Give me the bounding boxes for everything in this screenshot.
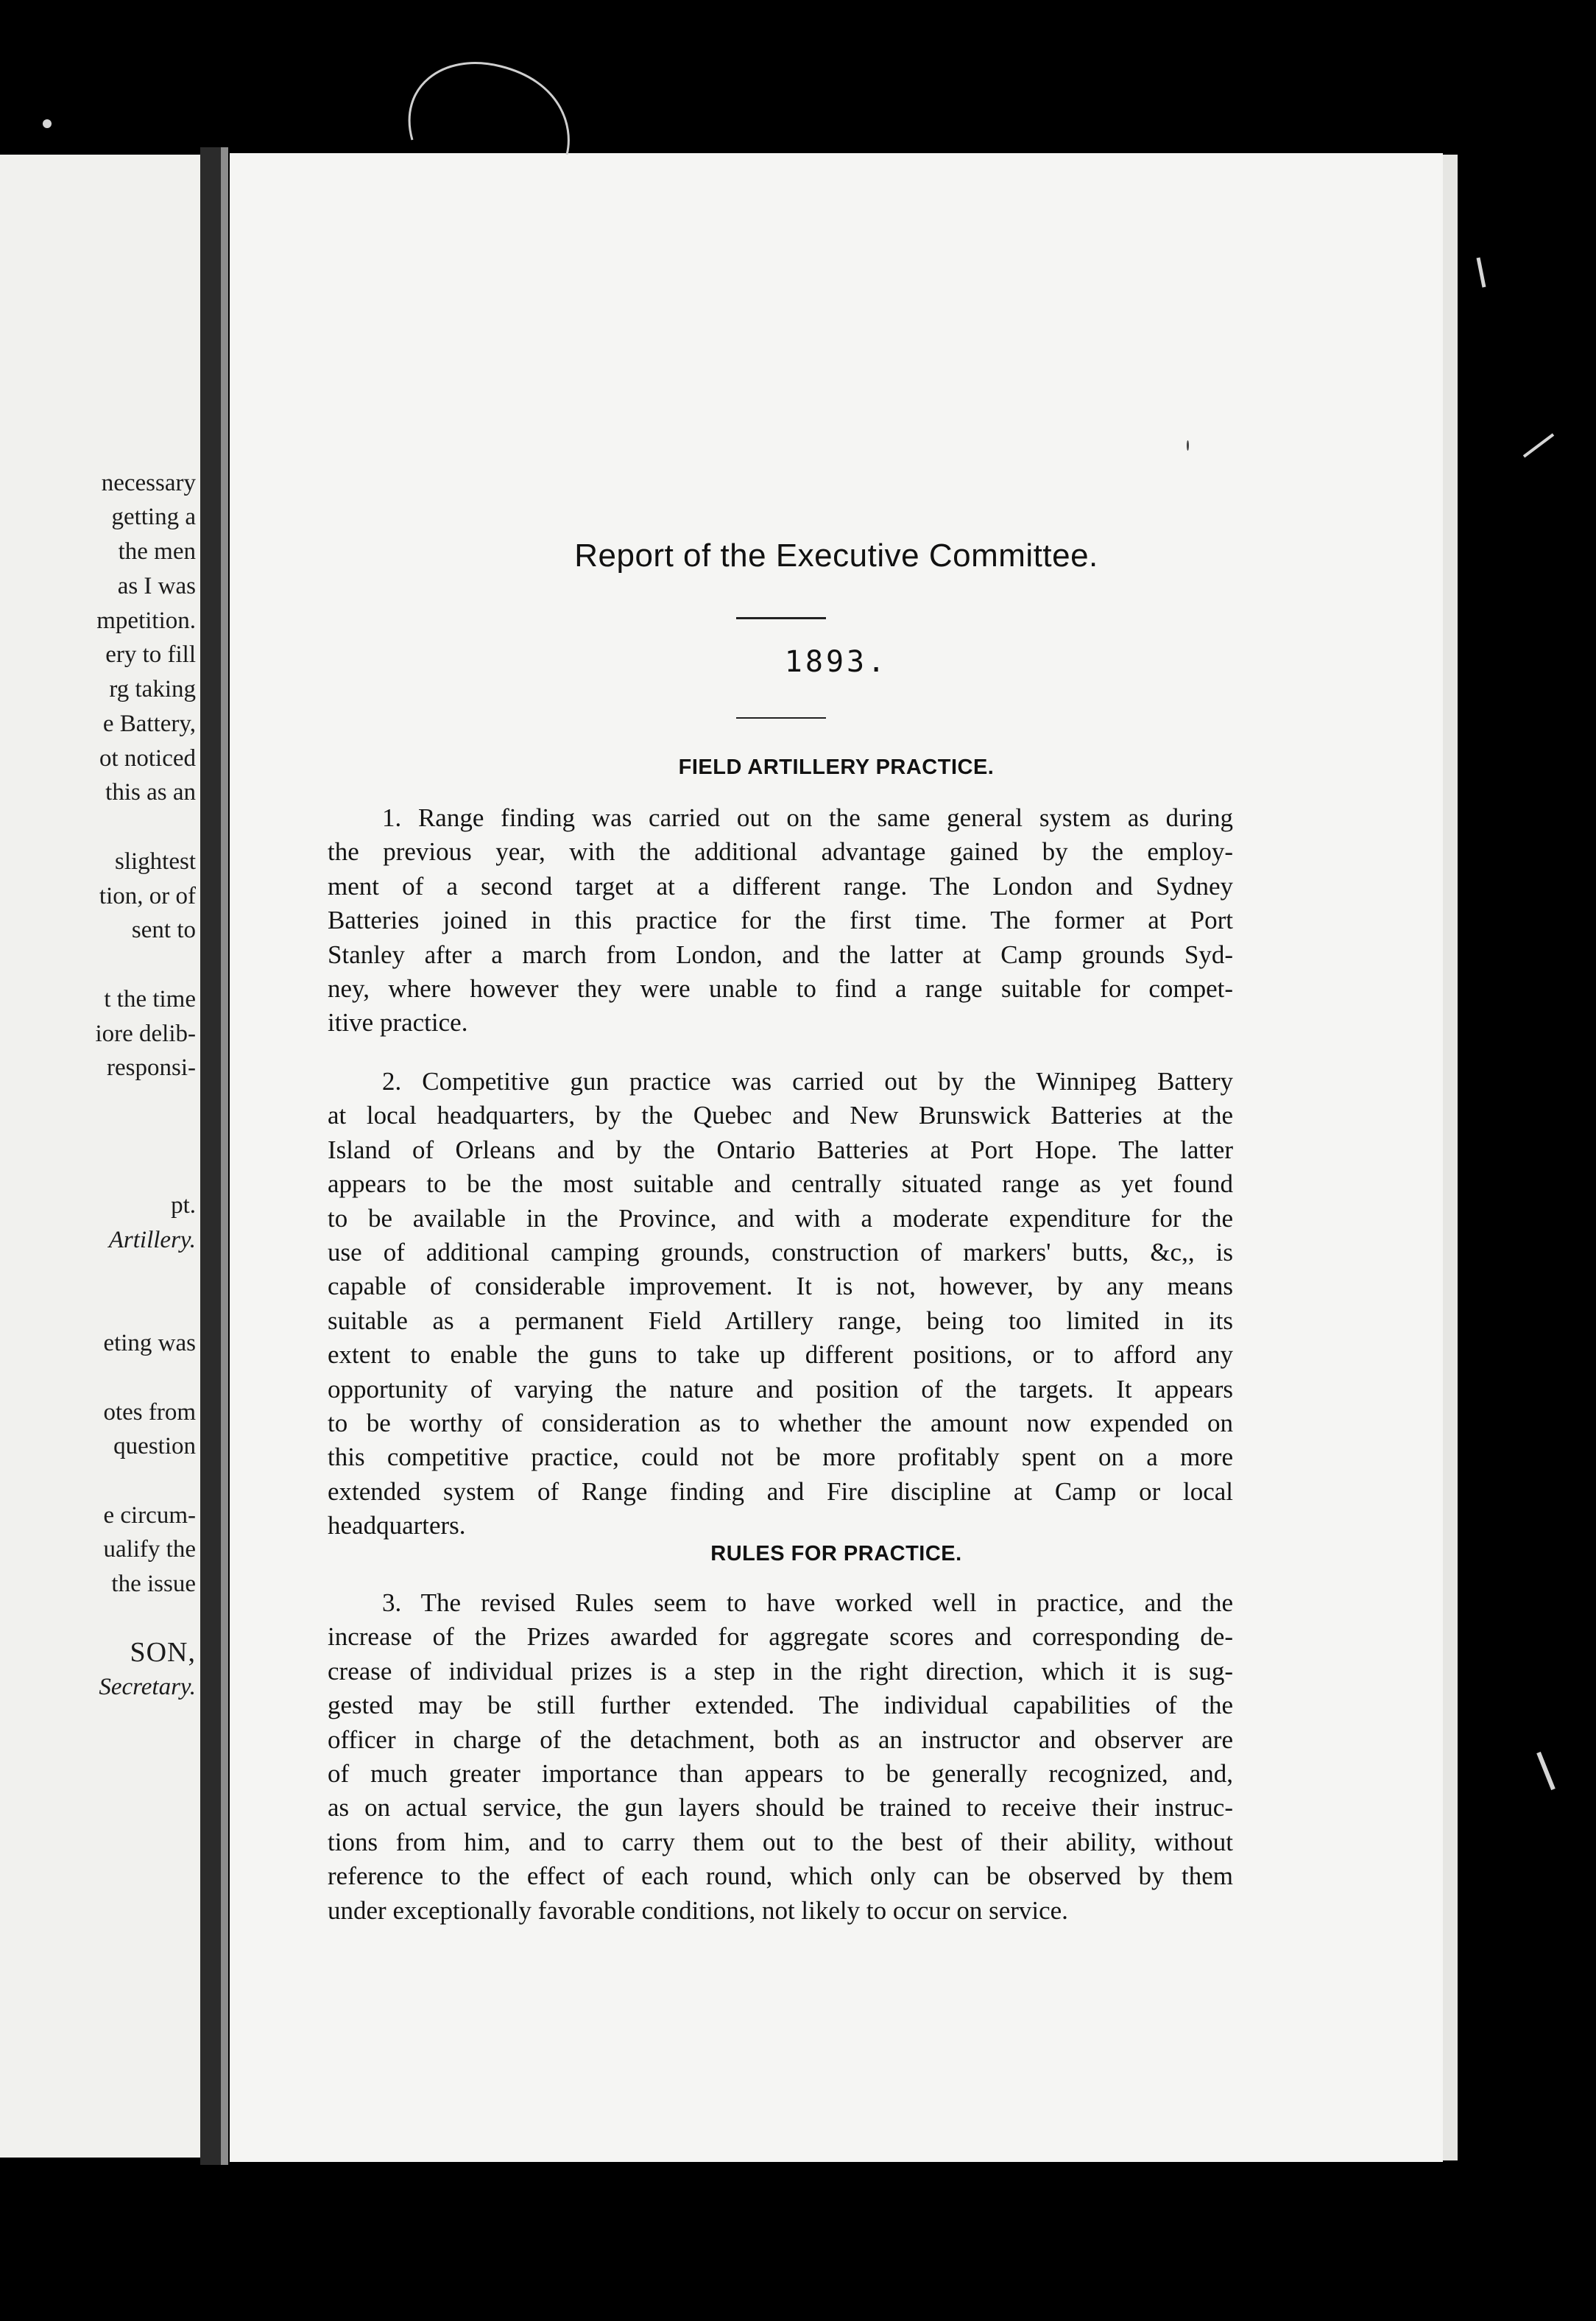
section-heading-rules: RULES FOR PRACTICE. [710,1542,962,1565]
paragraph-line: crease of individual prizes is a step in the right direction, which it is sug- [328,1656,1233,1686]
paragraph-line: 3. The revised Rules seem to have worked well in practice, and the [382,1588,1233,1617]
left-page-line: pt. [171,1192,196,1219]
left-page-line: otes from [103,1399,196,1426]
right-page [230,153,1443,2162]
scan-scratch-mark [1524,434,1553,457]
left-page-line: ot noticed [99,745,196,772]
paragraph-line: capable of considerable improvement. It is not, however, by any means [328,1272,1233,1301]
paper-mark [1187,440,1189,451]
scan-dust-mark [43,119,52,128]
left-page-line: tion, or of [99,883,196,909]
paragraph-line: Stanley after a march from London, and the latter at Camp grounds Syd- [328,940,1233,969]
paragraph-line: use of additional camping grounds, construction of markers' butts, &c,, is [328,1238,1233,1267]
paragraph-line: itive practice. [328,1008,468,1038]
left-page-line: this as an [105,779,196,806]
left-page-line: getting a [111,504,196,530]
left-page-line: ery to fill [105,641,196,668]
report-year: 1893. [784,645,889,679]
paragraph-line: Island of Orleans and by the Ontario Batteries at Port Hope. The latter [328,1135,1233,1164]
paragraph-line: extended system of Range finding and Fire discipline at Camp or local [328,1476,1233,1506]
paragraph-line: headquarters. [328,1511,466,1540]
paragraph-line: suitable as a permanent Field Artillery range, being too limited in its [328,1306,1233,1335]
right-page-edge [1443,155,1458,2160]
paragraph-line: extent to enable the guns to take up different positions, or to afford any [328,1340,1233,1370]
paragraph-line: this competitive practice, could not be more profitably spent on a more [328,1443,1233,1472]
paragraph-line: the previous year, with the additional advantage gained by the employ- [328,837,1233,867]
scan-scratch-mark [1539,1753,1553,1789]
scan-hair-mark [409,63,568,155]
paragraph-line: officer in charge of the detachment, both as an instructor and observer are [328,1725,1233,1754]
paragraph-line: of much greater importance than appears to be generally recognized, and, [328,1759,1233,1789]
year-rule [736,717,826,719]
left-page-line: question [113,1433,196,1459]
left-page-line: t the time [104,986,196,1012]
scan-scratch-mark [1478,258,1484,287]
paragraph-line: to be worthy of consideration as to whether the amount now expended on [328,1409,1233,1438]
paragraph-line: at local headquarters, by the Quebec and New Brunswick Batteries at the [328,1101,1233,1130]
left-page-line: e circum- [103,1502,196,1529]
section-heading-field-artillery: FIELD ARTILLERY PRACTICE. [678,756,995,779]
left-page-line: Secretary. [99,1674,196,1700]
paragraph-3 [328,1586,1233,1928]
page-title: Report of the Executive Committee. [574,538,1098,574]
title-rule [736,617,826,619]
left-page-line: as I was [117,573,196,599]
paragraph-line: appears to be the most suitable and centrally situated range as yet found [328,1169,1233,1199]
left-page-line: necessary [101,470,196,496]
left-page-line: sent to [131,917,196,943]
paragraph-2 [328,1065,1233,1543]
left-page-line: slightest [114,848,196,875]
paragraph-line: ney, where however they were unable to find a range suitable for compet- [328,974,1233,1004]
left-page-line: responsi- [107,1054,196,1081]
left-page-line: SON, [130,1637,196,1668]
left-page-line: ualify the [103,1536,196,1563]
paragraph-line: opportunity of varying the nature and position of the targets. It appears [328,1374,1233,1403]
paragraph-line: to be available in the Province, and with a moderate expenditure for the [328,1203,1233,1233]
book-gutter-edge [221,147,228,2165]
left-page-line: Artillery. [108,1227,196,1253]
left-page [0,155,200,2158]
left-page-line: e Battery, [102,711,196,737]
left-page-line: rg taking [109,676,196,702]
paragraph-line: ment of a second target at a different range. The London and Sydney [328,871,1233,901]
paragraph-line: under exceptionally favorable conditions, not likely to occur on service. [328,1895,1068,1925]
paragraph-line: reference to the effect of each round, which only can be observed by them [328,1862,1233,1891]
left-page-line: the men [118,538,196,565]
left-page-line: eting was [103,1330,196,1356]
paragraph-line: 2. Competitive gun practice was carried out by the Winnipeg Battery [382,1067,1233,1096]
paragraph-line: gested may be still further extended. The individual capabilities of the [328,1691,1233,1720]
paragraph-line: 1. Range finding was carried out on the same general system as during [382,803,1233,832]
paragraph-1 [328,801,1233,1040]
paragraph-line: tions from him, and to carry them out to the best of their ability, without [328,1827,1233,1856]
left-page-line: mpetition. [96,607,196,634]
paragraph-line: as on actual service, the gun layers should be trained to receive their instruc- [328,1793,1233,1822]
left-page-line: the issue [111,1571,196,1597]
left-page-line: iore delib- [95,1021,196,1047]
paragraph-line: Batteries joined in this practice for the first time. The former at Port [328,906,1233,935]
paragraph-line: increase of the Prizes awarded for aggregate scores and corresponding de- [328,1622,1233,1652]
